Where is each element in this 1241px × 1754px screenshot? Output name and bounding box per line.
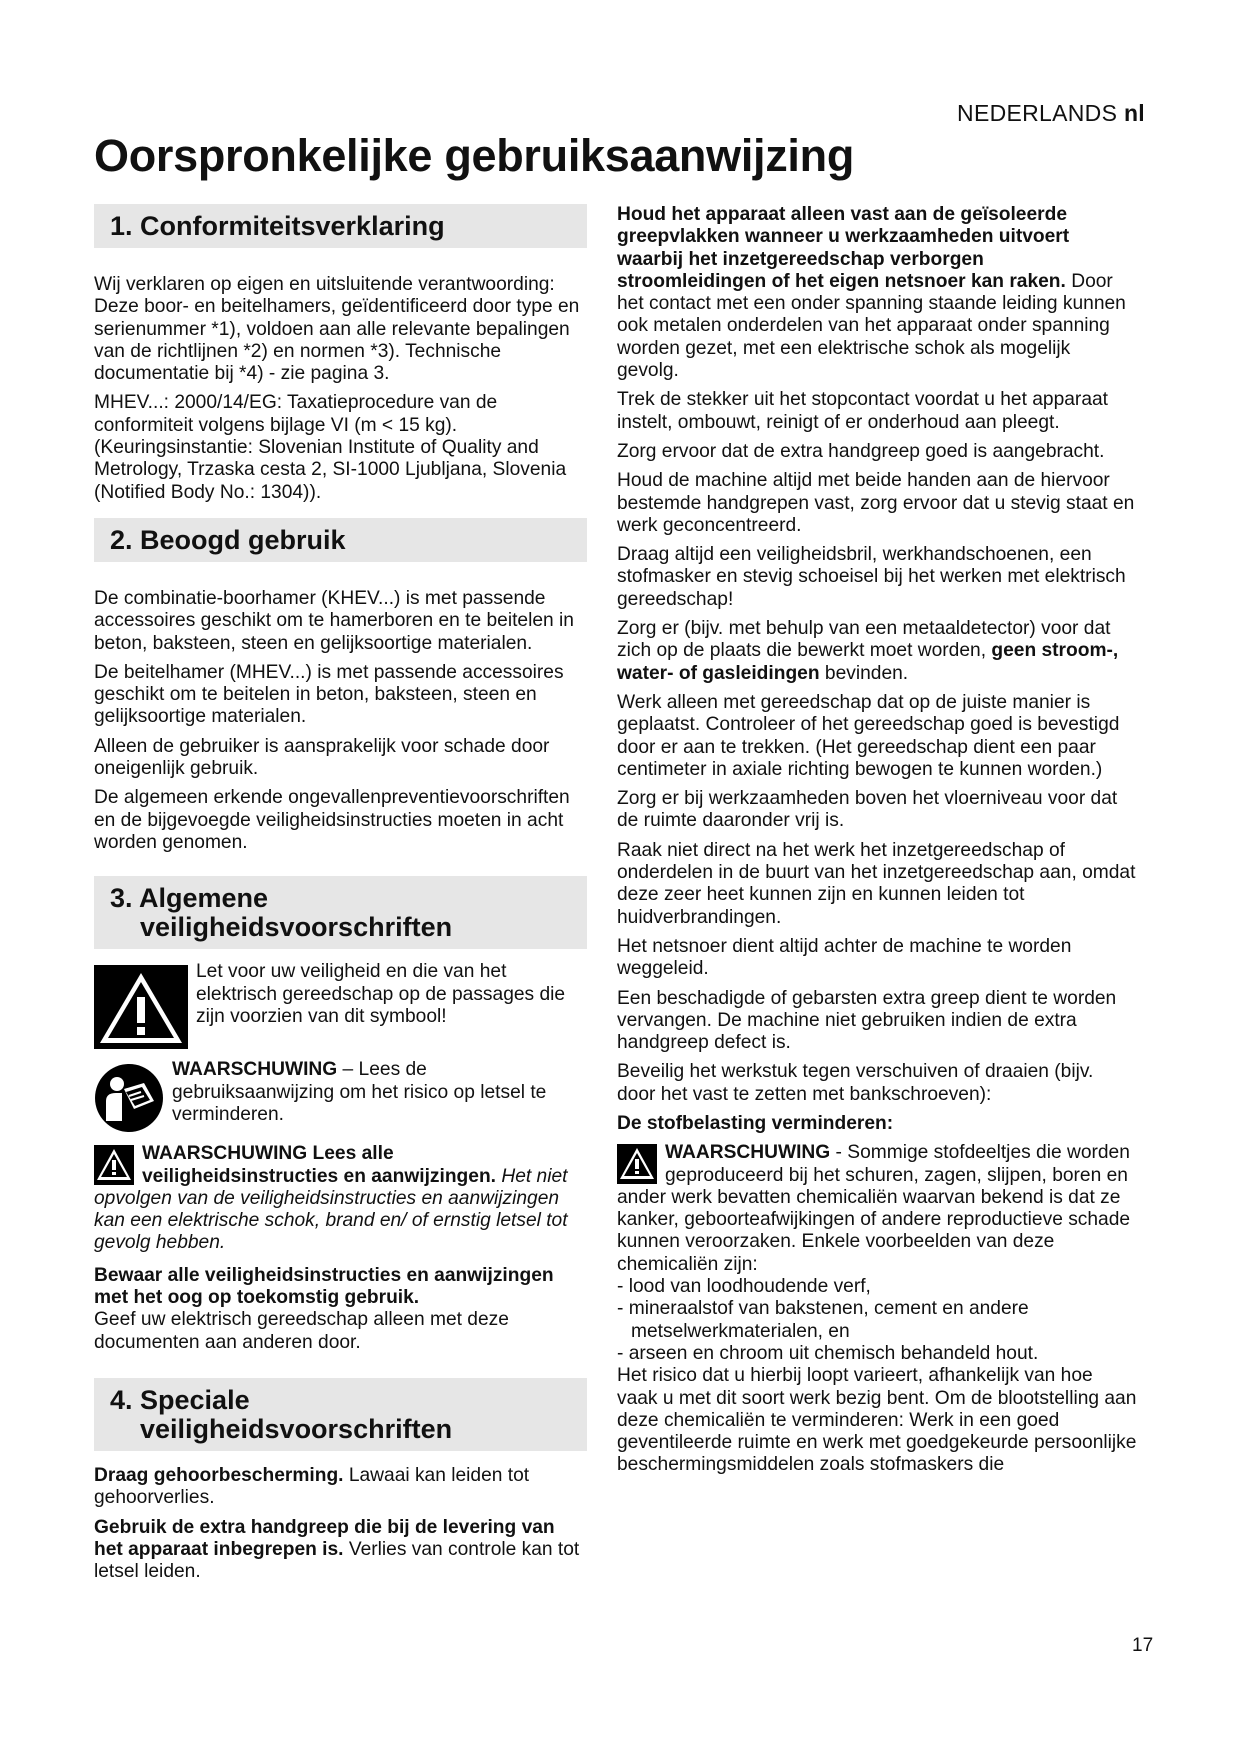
warning-triangle-icon: [94, 965, 188, 1049]
list-item: - arseen en chroom uit chemisch behandeld hout.: [617, 1342, 1039, 1364]
list-item: metselwerkmaterialen, en: [631, 1320, 850, 1342]
section-heading-3-line2: veiligheidsvoorschriften: [140, 912, 453, 943]
dust-warning-text: - Sommige stofdeeltjes die worden geproduceerd bij het schuren, zagen, slijpen, boren en ander werk bevatten chemicaliën waarvan bekend is dat ze kanker, geboorteafwijkingen of andere reproductieve schade kunnen veroorzaken. Enkele voorbeelden van deze chemicaliën zijn:: [617, 1142, 1131, 1275]
dust-warning-label: WAARSCHUWING: [665, 1142, 831, 1164]
left-column: [94, 204, 587, 1590]
paragraph: Houd de machine altijd met beide handen aan de hiervoor bestemde handgrepen vast, zorg ervoor dat u stevig staat en werk geconcentreerd.: [617, 470, 1135, 536]
section-heading-3-line1: 3. Algemene: [110, 883, 269, 914]
insulated-grip-bold: Houd het apparaat alleen vast aan de geïsoleerde greepvlakken wanneer u werkzaamheden uitvoert waarbij het inzetgereedschap verborgen stroomleidingen of het eigen netsnoer kan raken.: [617, 204, 1070, 292]
paragraph: Beveilig het werkstuk tegen verschuiven of draaien (bijv. door het vast te zetten met bankschroeven):: [617, 1061, 1094, 1105]
paragraph: De algemeen erkende ongevallenpreventievoorschriften en de bijgevoegde veiligheidsinstructies moeten in acht worden genomen.: [94, 787, 570, 853]
general-warning: [94, 1143, 587, 1254]
chemical-list: [617, 1276, 1137, 1365]
read-manual-text: – Lees de gebruiksaanwijzing om het risico op letsel te verminderen.: [172, 1059, 547, 1125]
list-item: - lood van loodhoudende verf,: [617, 1276, 871, 1298]
language-name: NEDERLANDS: [957, 100, 1118, 126]
language-code: nl: [1123, 100, 1145, 126]
paragraph: De combinatie-boorhamer (KHEV...) is met passende accessoires geschikt om te hamerboren en te beitelen in beton, baksteen, steen en gelijksoortige materialen.: [94, 587, 574, 654]
list-item: - mineraalstof van bakstenen, cement en andere: [617, 1298, 1029, 1320]
detector-text-b: bevinden.: [819, 662, 909, 684]
dust-warning: [617, 1142, 1137, 1276]
page-title: Oorspronkelijke gebruiksaanwijzing: [94, 130, 855, 181]
paragraph: Wij verklaren op eigen en uitsluitende verantwoording: Deze boor- en beitelhamers, geïdentificeerd door type en serienummer *1), voldoen aan alle relevante bepalingen van de richtlijnen *2) en normen *3). Technische documentatie bij *4) - zie pagina 3.: [94, 274, 580, 385]
section-heading-4: [94, 1378, 587, 1451]
hearing-protection-bold: Draag gehoorbescherming.: [94, 1464, 344, 1486]
paragraph: Raak niet direct na het werk het inzetgereedschap of onderdelen in de buurt van het inzetgereedschap aan, omdat deze zeer heet kunnen zijn en kunnen leiden tot huidverbrandingen.: [617, 839, 1136, 928]
keep-instructions-text: Geef uw elektrisch gereedschap alleen met deze documenten aan anderen door.: [94, 1309, 509, 1353]
section-heading-1: 1. Conformiteitsverklaring: [94, 204, 587, 248]
read-manual-warning-label: WAARSCHUWING: [172, 1059, 338, 1081]
language-label: [957, 100, 1145, 127]
warning-triangle-icon: [617, 1144, 657, 1184]
warning-note-text: Let voor uw veiligheid en die van het elektrisch gereedschap op de passages die zijn voorzien van dit symbool!: [196, 961, 566, 1027]
general-warning-bold: WAARSCHUWING Lees alle veiligheidsinstructies en aanwijzingen.: [142, 1143, 496, 1187]
paragraph: Het netsnoer dient altijd achter de machine te worden weggeleid.: [617, 935, 1072, 980]
paragraph: Draag altijd een veiligheidsbril, werkhandschoenen, een stofmasker en stevig schoeisel bij het werken met elektrisch gereedschap!: [617, 544, 1126, 610]
extra-handle-text: Verlies van controle kan tot letsel leiden.: [94, 1538, 580, 1583]
page-number: 17: [1132, 1635, 1154, 1656]
paragraph: Het risico dat u hierbij loopt varieert, afhankelijk van hoe vaak u met dit soort werk bezig bent. Om de blootstelling aan deze chemicaliën te verminderen: Werk in een goed geventileerde ruimte en werk met goedgekeurde persoonlijke beschermingsmiddelen zoals stofmaskers die: [617, 1365, 1137, 1476]
right-column: [617, 204, 1137, 1484]
paragraph: Zorg er bij werkzaamheden boven het vloerniveau voor dat de ruimte daaronder vrij is.: [617, 788, 1118, 832]
paragraph: Alleen de gebruiker is aansprakelijk voor schade door oneigenlijk gebruik.: [94, 735, 550, 780]
paragraph: Een beschadigde of gebarsten extra greep dient te worden vervangen. De machine niet gebruiken indien de extra handgreep defect is.: [617, 987, 1117, 1054]
insulated-grip-text: Door het contact met een onder spanning staande leiding kunnen ook metalen onderdelen van het apparaat onder spanning worden gezet, met een elektrische schok als mogelijk gevolg.: [617, 270, 1126, 382]
paragraph: Trek de stekker uit het stopcontact voordat u het apparaat instelt, ombouwt, reinigt of er onderhoud aan pleegt.: [617, 389, 1108, 433]
read-manual-icon: [94, 1063, 164, 1133]
detector-text-a: Zorg er (bijv. met behulp van een metaaldetector) voor dat zich op de plaats die bewerkt moet worden,: [617, 618, 1111, 662]
extra-handle-bold: Gebruik de extra handgreep die bij de levering van het apparaat inbegrepen is.: [94, 1516, 555, 1560]
dust-heading: De stofbelasting verminderen:: [617, 1112, 894, 1134]
keep-instructions-bold: Bewaar alle veiligheidsinstructies en aanwijzingen met het oog op toekomstig gebruik.: [94, 1264, 554, 1309]
section-heading-4-line2: veiligheidsvoorschriften: [140, 1413, 453, 1444]
read-manual-note: [94, 1059, 587, 1133]
warning-symbol-note: [94, 961, 587, 1049]
section-heading-4-line1: 4. Speciale: [110, 1384, 250, 1415]
paragraph: Werk alleen met gereedschap dat op de juiste manier is geplaatst. Controleer of het gereedschap goed is bevestigd door er aan te trekken. (Het gereedschap dient een paar centimeter in axiale richting bewogen te kunnen worden.): [617, 691, 1120, 780]
detector-bold: geen stroom-, water- of gasleidingen: [617, 640, 1119, 684]
paragraph: Zorg ervoor dat de extra handgreep goed is aangebracht.: [617, 440, 1105, 462]
paragraph: MHEV...: 2000/14/EG: Taxatieprocedure van de conformiteit volgens bijlage VI (m < 15 kg). (Keuringsinstantie: Slovenian Institute of Quality and Metrology, Trzaska cesta 2, SI-1000 Ljubljana, Slovenia (Notified Body No.: 1304)).: [94, 392, 567, 503]
warning-triangle-icon: [94, 1145, 134, 1185]
section-heading-2: 2. Beoogd gebruik: [94, 518, 587, 562]
section-heading-3: [94, 876, 587, 949]
general-warning-italic: Het niet opvolgen van de veiligheidsinstructies en aanwijzingen kan een elektrische schok, brand en/ of ernstig letsel tot gevolg hebben.: [94, 1165, 568, 1254]
paragraph: De beitelhamer (MHEV...) is met passende accessoires geschikt om te beitelen in beton, baksteen, steen en gelijksoortige materialen.: [94, 661, 564, 728]
hearing-protection-text: Lawaai kan leiden tot gehoorverlies.: [94, 1464, 530, 1509]
